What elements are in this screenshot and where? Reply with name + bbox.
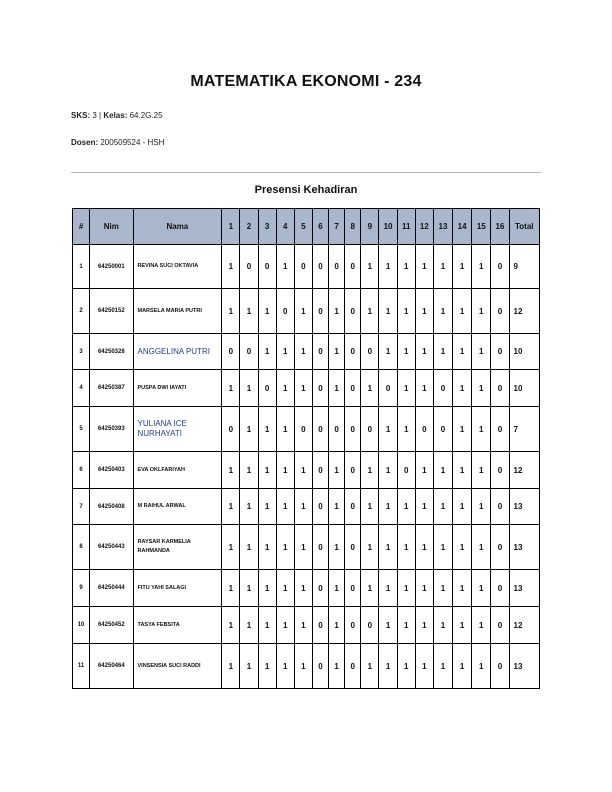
nim-cell: 64250393 bbox=[90, 407, 133, 452]
attendance-cell: 0 bbox=[258, 370, 276, 407]
attendance-cell: 0 bbox=[491, 607, 509, 644]
attendance-cell: 1 bbox=[258, 489, 276, 525]
attendance-cell: 0 bbox=[361, 407, 379, 452]
attendance-cell: 1 bbox=[258, 407, 276, 452]
attendance-cell: 0 bbox=[345, 289, 361, 334]
attendance-cell: 1 bbox=[276, 525, 294, 570]
attendance-cell: 0 bbox=[491, 644, 509, 689]
attendance-cell: 0 bbox=[312, 452, 328, 489]
attendance-cell: 1 bbox=[433, 525, 452, 570]
attendance-cell: 1 bbox=[329, 489, 345, 525]
nim-cell: 64250387 bbox=[90, 370, 133, 407]
row-number-cell: 8 bbox=[73, 525, 90, 570]
attendance-cell: 1 bbox=[453, 644, 472, 689]
row-number-cell: 1 bbox=[73, 245, 90, 289]
attendance-cell: 1 bbox=[240, 525, 258, 570]
attendance-cell: 1 bbox=[240, 607, 258, 644]
attendance-cell: 1 bbox=[258, 452, 276, 489]
kelas-value: 64.2G.25 bbox=[129, 111, 163, 120]
student-name-cell: TASYA FEBSITA bbox=[133, 607, 222, 644]
table-row bbox=[73, 644, 540, 689]
attendance-cell: 1 bbox=[258, 570, 276, 607]
row-number-cell: 9 bbox=[73, 570, 90, 607]
attendance-cell: 1 bbox=[379, 570, 397, 607]
attendance-cell: 1 bbox=[379, 607, 397, 644]
attendance-cell: 1 bbox=[472, 370, 491, 407]
attendance-cell: 1 bbox=[415, 245, 433, 289]
column-header: 9 bbox=[361, 209, 379, 245]
attendance-cell: 0 bbox=[361, 607, 379, 644]
attendance-cell: 0 bbox=[491, 289, 509, 334]
attendance-cell: 1 bbox=[222, 245, 240, 289]
attendance-cell: 1 bbox=[472, 570, 491, 607]
attendance-cell: 0 bbox=[222, 407, 240, 452]
attendance-cell: 0 bbox=[491, 489, 509, 525]
attendance-cell: 0 bbox=[345, 245, 361, 289]
attendance-cell: 1 bbox=[222, 607, 240, 644]
column-header: 6 bbox=[312, 209, 328, 245]
attendance-cell: 1 bbox=[276, 644, 294, 689]
attendance-cell: 1 bbox=[276, 570, 294, 607]
column-header: # bbox=[73, 209, 90, 245]
total-cell: 13 bbox=[509, 644, 540, 689]
attendance-cell: 0 bbox=[294, 407, 312, 452]
attendance-cell: 1 bbox=[361, 525, 379, 570]
nim-cell: 64250328 bbox=[90, 334, 133, 370]
total-cell: 10 bbox=[509, 370, 540, 407]
attendance-cell: 1 bbox=[433, 245, 452, 289]
column-header: 8 bbox=[345, 209, 361, 245]
attendance-cell: 1 bbox=[258, 289, 276, 334]
attendance-cell: 1 bbox=[433, 452, 452, 489]
row-number-cell: 11 bbox=[73, 644, 90, 689]
table-row bbox=[73, 525, 540, 570]
attendance-cell: 1 bbox=[294, 452, 312, 489]
attendance-cell: 1 bbox=[472, 245, 491, 289]
attendance-cell: 1 bbox=[472, 407, 491, 452]
attendance-cell: 1 bbox=[433, 570, 452, 607]
attendance-cell: 1 bbox=[415, 289, 433, 334]
nim-cell: 64250443 bbox=[90, 525, 133, 570]
attendance-cell: 0 bbox=[345, 407, 361, 452]
nim-cell: 64250403 bbox=[90, 452, 133, 489]
attendance-cell: 0 bbox=[491, 525, 509, 570]
attendance-cell: 1 bbox=[361, 289, 379, 334]
row-number-cell: 3 bbox=[73, 334, 90, 370]
column-header: 11 bbox=[397, 209, 415, 245]
total-cell: 12 bbox=[509, 607, 540, 644]
attendance-cell: 0 bbox=[312, 334, 328, 370]
table-row bbox=[73, 452, 540, 489]
column-header: Total bbox=[509, 209, 540, 245]
attendance-cell: 0 bbox=[329, 407, 345, 452]
attendance-cell: 1 bbox=[258, 525, 276, 570]
attendance-cell: 1 bbox=[415, 370, 433, 407]
attendance-cell: 1 bbox=[415, 607, 433, 644]
attendance-cell: 1 bbox=[240, 289, 258, 334]
nim-cell: 64250444 bbox=[90, 570, 133, 607]
attendance-cell: 0 bbox=[312, 245, 328, 289]
attendance-cell: 1 bbox=[472, 489, 491, 525]
attendance-cell: 0 bbox=[415, 407, 433, 452]
table-row bbox=[73, 607, 540, 644]
attendance-cell: 0 bbox=[312, 525, 328, 570]
student-name-cell: FITU YAHI SALAGI bbox=[133, 570, 222, 607]
attendance-cell: 1 bbox=[329, 607, 345, 644]
attendance-cell: 1 bbox=[361, 489, 379, 525]
info-separator: | bbox=[99, 111, 102, 120]
attendance-cell: 1 bbox=[397, 334, 415, 370]
column-header: 14 bbox=[453, 209, 472, 245]
attendance-cell: 0 bbox=[379, 370, 397, 407]
attendance-cell: 1 bbox=[379, 644, 397, 689]
attendance-cell: 0 bbox=[491, 452, 509, 489]
attendance-cell: 1 bbox=[415, 452, 433, 489]
attendance-cell: 1 bbox=[453, 525, 472, 570]
attendance-cell: 0 bbox=[312, 289, 328, 334]
attendance-cell: 0 bbox=[240, 245, 258, 289]
column-header: 1 bbox=[222, 209, 240, 245]
attendance-cell: 0 bbox=[294, 245, 312, 289]
attendance-cell: 0 bbox=[491, 570, 509, 607]
attendance-cell: 1 bbox=[453, 289, 472, 334]
attendance-cell: 0 bbox=[312, 407, 328, 452]
attendance-cell: 0 bbox=[240, 334, 258, 370]
row-number-cell: 6 bbox=[73, 452, 90, 489]
attendance-cell: 0 bbox=[312, 570, 328, 607]
attendance-cell: 1 bbox=[361, 570, 379, 607]
attendance-cell: 0 bbox=[491, 407, 509, 452]
attendance-cell: 1 bbox=[294, 570, 312, 607]
attendance-cell: 1 bbox=[222, 570, 240, 607]
attendance-cell: 1 bbox=[240, 452, 258, 489]
attendance-cell: 0 bbox=[312, 370, 328, 407]
attendance-cell: 0 bbox=[345, 644, 361, 689]
attendance-cell: 1 bbox=[258, 644, 276, 689]
attendance-cell: 1 bbox=[433, 289, 452, 334]
attendance-cell: 1 bbox=[453, 607, 472, 644]
attendance-cell: 1 bbox=[294, 289, 312, 334]
attendance-cell: 1 bbox=[294, 334, 312, 370]
attendance-cell: 1 bbox=[472, 607, 491, 644]
attendance-cell: 1 bbox=[240, 570, 258, 607]
attendance-cell: 1 bbox=[240, 370, 258, 407]
attendance-cell: 0 bbox=[312, 489, 328, 525]
attendance-cell: 0 bbox=[345, 334, 361, 370]
column-header: 13 bbox=[433, 209, 452, 245]
attendance-cell: 1 bbox=[472, 334, 491, 370]
attendance-cell: 1 bbox=[472, 289, 491, 334]
row-number-cell: 7 bbox=[73, 489, 90, 525]
student-name-cell: YULIANA ICE NURHAYATI bbox=[133, 407, 222, 452]
attendance-cell: 1 bbox=[240, 407, 258, 452]
attendance-cell: 1 bbox=[222, 452, 240, 489]
attendance-cell: 1 bbox=[329, 644, 345, 689]
nim-cell: 64250452 bbox=[90, 607, 133, 644]
attendance-cell: 1 bbox=[415, 644, 433, 689]
column-header: 2 bbox=[240, 209, 258, 245]
attendance-cell: 1 bbox=[294, 644, 312, 689]
attendance-cell: 1 bbox=[433, 644, 452, 689]
attendance-cell: 0 bbox=[345, 452, 361, 489]
attendance-cell: 1 bbox=[453, 570, 472, 607]
attendance-cell: 1 bbox=[276, 407, 294, 452]
total-cell: 7 bbox=[509, 407, 540, 452]
total-cell: 9 bbox=[509, 245, 540, 289]
nim-cell: 64250408 bbox=[90, 489, 133, 525]
attendance-cell: 1 bbox=[453, 370, 472, 407]
attendance-cell: 0 bbox=[345, 570, 361, 607]
table-row bbox=[73, 370, 540, 407]
row-number-cell: 10 bbox=[73, 607, 90, 644]
table-row bbox=[73, 245, 540, 289]
nim-cell: 64250001 bbox=[90, 245, 133, 289]
attendance-cell: 1 bbox=[397, 245, 415, 289]
attendance-cell: 0 bbox=[345, 489, 361, 525]
column-header: 3 bbox=[258, 209, 276, 245]
attendance-cell: 1 bbox=[294, 370, 312, 407]
row-number-cell: 4 bbox=[73, 370, 90, 407]
attendance-cell: 1 bbox=[415, 570, 433, 607]
attendance-cell: 1 bbox=[361, 452, 379, 489]
total-cell: 12 bbox=[509, 289, 540, 334]
attendance-cell: 1 bbox=[453, 334, 472, 370]
attendance-cell: 1 bbox=[276, 334, 294, 370]
row-number-cell: 5 bbox=[73, 407, 90, 452]
attendance-cell: 1 bbox=[329, 525, 345, 570]
attendance-cell: 0 bbox=[433, 407, 452, 452]
attendance-cell: 1 bbox=[379, 334, 397, 370]
attendance-cell: 1 bbox=[240, 489, 258, 525]
attendance-cell: 0 bbox=[491, 334, 509, 370]
column-header: 5 bbox=[294, 209, 312, 245]
sks-value: 3 bbox=[92, 111, 97, 120]
attendance-cell: 1 bbox=[397, 489, 415, 525]
attendance-cell: 0 bbox=[491, 245, 509, 289]
student-name-cell: EVA OKLFARIYAH bbox=[133, 452, 222, 489]
attendance-cell: 1 bbox=[397, 607, 415, 644]
attendance-cell: 1 bbox=[472, 525, 491, 570]
attendance-cell: 1 bbox=[397, 289, 415, 334]
attendance-cell: 1 bbox=[379, 452, 397, 489]
nim-cell: 64250152 bbox=[90, 289, 133, 334]
attendance-cell: 0 bbox=[222, 334, 240, 370]
column-header: 15 bbox=[472, 209, 491, 245]
attendance-cell: 1 bbox=[379, 245, 397, 289]
column-header: Nim bbox=[90, 209, 133, 245]
dosen-value: 200509524 - HSH bbox=[100, 138, 165, 147]
attendance-cell: 0 bbox=[345, 525, 361, 570]
attendance-cell: 1 bbox=[415, 489, 433, 525]
attendance-cell: 1 bbox=[222, 525, 240, 570]
lecturer-info-line bbox=[71, 138, 164, 147]
attendance-cell: 1 bbox=[329, 452, 345, 489]
attendance-cell: 1 bbox=[222, 370, 240, 407]
table-row bbox=[73, 570, 540, 607]
attendance-cell: 1 bbox=[276, 245, 294, 289]
attendance-cell: 1 bbox=[415, 334, 433, 370]
attendance-cell: 1 bbox=[222, 644, 240, 689]
kelas-label: Kelas: bbox=[103, 111, 128, 120]
attendance-cell: 1 bbox=[472, 452, 491, 489]
attendance-cell: 1 bbox=[453, 245, 472, 289]
attendance-cell: 1 bbox=[472, 644, 491, 689]
attendance-cell: 1 bbox=[294, 607, 312, 644]
total-cell: 13 bbox=[509, 525, 540, 570]
table-row bbox=[73, 289, 540, 334]
attendance-cell: 1 bbox=[258, 607, 276, 644]
column-header: 7 bbox=[329, 209, 345, 245]
attendance-cell: 0 bbox=[312, 644, 328, 689]
attendance-cell: 1 bbox=[453, 489, 472, 525]
attendance-cell: 1 bbox=[222, 289, 240, 334]
attendance-cell: 1 bbox=[397, 644, 415, 689]
attendance-cell: 0 bbox=[258, 245, 276, 289]
attendance-cell: 0 bbox=[491, 370, 509, 407]
attendance-cell: 1 bbox=[294, 489, 312, 525]
attendance-cell: 1 bbox=[240, 644, 258, 689]
sks-label: SKS: bbox=[71, 111, 91, 120]
attendance-cell: 1 bbox=[276, 452, 294, 489]
attendance-cell: 0 bbox=[397, 452, 415, 489]
total-cell: 10 bbox=[509, 334, 540, 370]
student-name-cell: REVINA SUCI OKTAVIA bbox=[133, 245, 222, 289]
attendance-cell: 1 bbox=[329, 334, 345, 370]
attendance-cell: 1 bbox=[397, 525, 415, 570]
attendance-cell: 1 bbox=[276, 607, 294, 644]
attendance-cell: 1 bbox=[397, 407, 415, 452]
row-number-cell: 2 bbox=[73, 289, 90, 334]
table-row bbox=[73, 407, 540, 452]
attendance-cell: 1 bbox=[379, 407, 397, 452]
attendance-cell: 0 bbox=[276, 289, 294, 334]
attendance-cell: 1 bbox=[433, 607, 452, 644]
attendance-cell: 0 bbox=[312, 607, 328, 644]
attendance-cell: 1 bbox=[379, 525, 397, 570]
table-row bbox=[73, 489, 540, 525]
attendance-cell: 1 bbox=[361, 245, 379, 289]
document-title: MATEMATIKA EKONOMI - 234 bbox=[190, 73, 422, 90]
attendance-cell: 1 bbox=[379, 289, 397, 334]
column-header: 4 bbox=[276, 209, 294, 245]
table-header-row bbox=[73, 209, 540, 245]
attendance-cell: 1 bbox=[276, 370, 294, 407]
attendance-cell: 0 bbox=[345, 370, 361, 407]
attendance-table bbox=[72, 208, 540, 689]
attendance-cell: 0 bbox=[329, 245, 345, 289]
attendance-cell: 1 bbox=[397, 370, 415, 407]
attendance-cell: 1 bbox=[453, 452, 472, 489]
attendance-cell: 1 bbox=[222, 489, 240, 525]
column-header: 12 bbox=[415, 209, 433, 245]
attendance-cell: 1 bbox=[397, 570, 415, 607]
column-header: 10 bbox=[379, 209, 397, 245]
attendance-cell: 1 bbox=[433, 334, 452, 370]
attendance-cell: 1 bbox=[361, 644, 379, 689]
attendance-cell: 1 bbox=[294, 525, 312, 570]
attendance-cell: 1 bbox=[329, 289, 345, 334]
student-name-cell: VINSENSIA SUCI RADDI bbox=[133, 644, 222, 689]
student-name-cell: M RAIHUL ARWAL bbox=[133, 489, 222, 525]
attendance-cell: 1 bbox=[415, 525, 433, 570]
table-row bbox=[73, 334, 540, 370]
attendance-cell: 0 bbox=[361, 334, 379, 370]
attendance-cell: 1 bbox=[361, 370, 379, 407]
column-header: Nama bbox=[133, 209, 222, 245]
student-name-cell: RAYSAR KARMELIA RAHMANDA bbox=[133, 525, 222, 570]
attendance-cell: 1 bbox=[433, 489, 452, 525]
section-title: Presensi Kehadiran bbox=[254, 184, 358, 196]
attendance-cell: 1 bbox=[276, 489, 294, 525]
total-cell: 13 bbox=[509, 570, 540, 607]
attendance-cell: 1 bbox=[379, 489, 397, 525]
attendance-cell: 1 bbox=[329, 370, 345, 407]
nim-cell: 64250464 bbox=[90, 644, 133, 689]
total-cell: 12 bbox=[509, 452, 540, 489]
attendance-cell: 0 bbox=[345, 607, 361, 644]
attendance-cell: 1 bbox=[453, 407, 472, 452]
dosen-label: Dosen: bbox=[71, 138, 99, 147]
total-cell: 13 bbox=[509, 489, 540, 525]
student-name-cell: ANGGELINA PUTRI bbox=[133, 334, 222, 370]
attendance-cell: 1 bbox=[329, 570, 345, 607]
attendance-cell: 0 bbox=[433, 370, 452, 407]
column-header: 16 bbox=[491, 209, 509, 245]
divider bbox=[71, 172, 541, 173]
student-name-cell: MARSELA MARIA PUTRI bbox=[133, 289, 222, 334]
attendance-cell: 1 bbox=[258, 334, 276, 370]
course-info-line bbox=[71, 111, 163, 120]
student-name-cell: PUSPA DWI IAYATI bbox=[133, 370, 222, 407]
